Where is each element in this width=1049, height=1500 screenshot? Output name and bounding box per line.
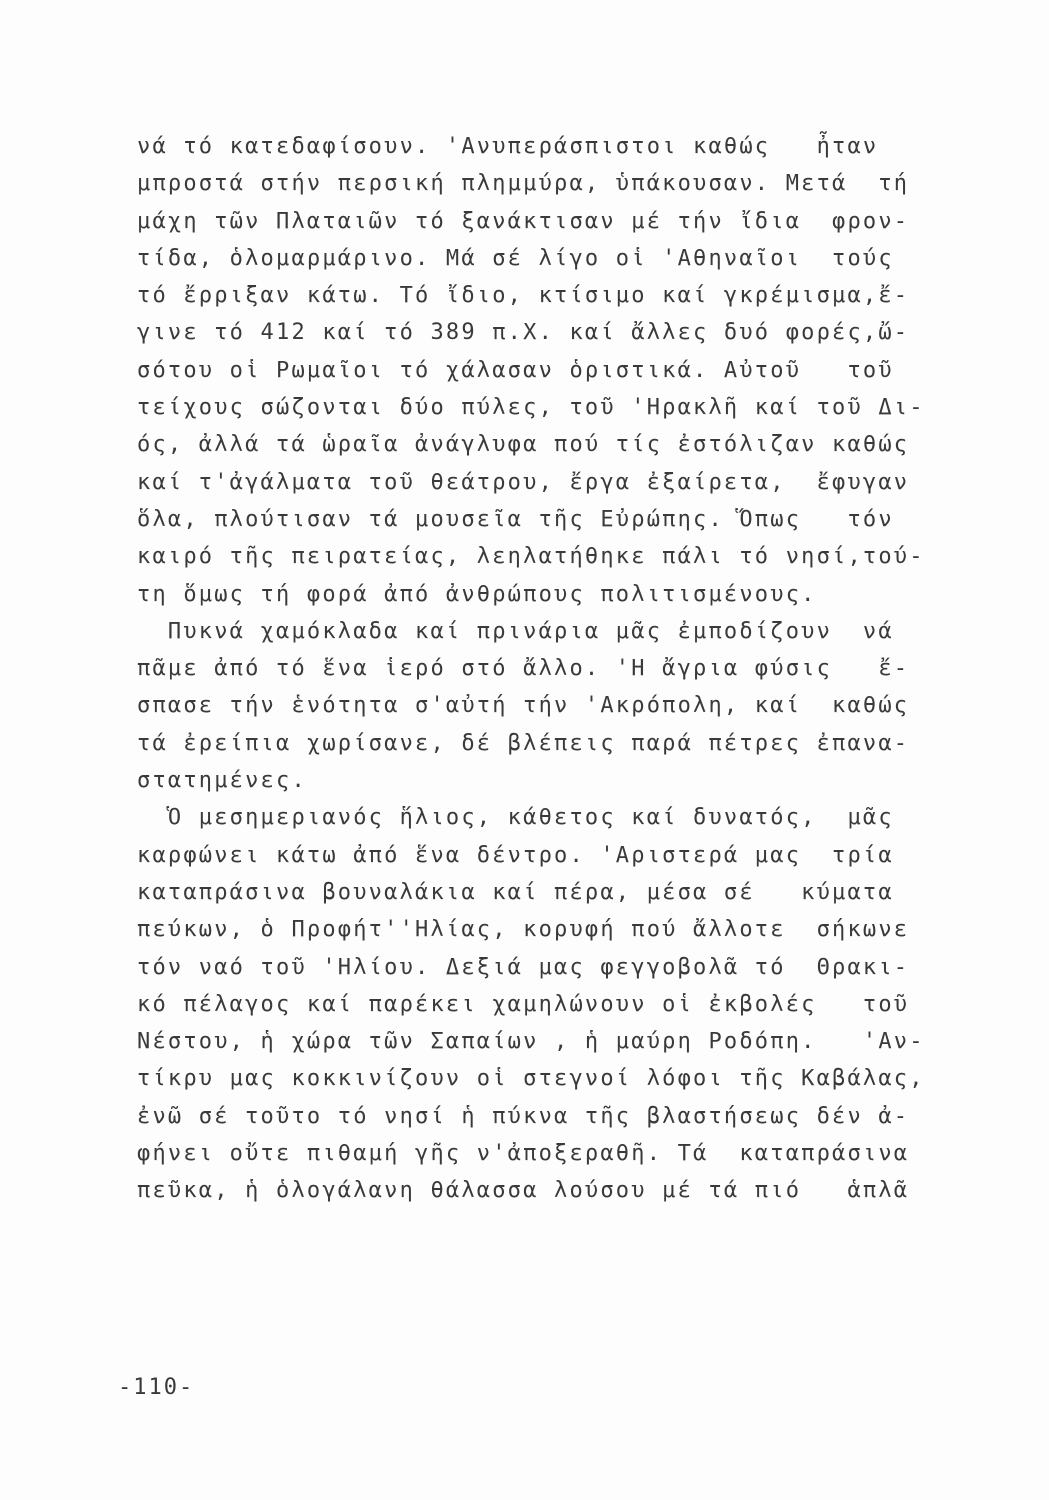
text-line: ός, ἀλλά τά ὡραῖα ἀνάγλυφα πού τίς ἐστόλιζαν καθώς <box>137 432 910 458</box>
text-line: καιρό τῆς πειρατείας, λεηλατήθηκε πάλι τό νησί,τού- <box>137 544 925 570</box>
text-line: τόν ναό τοῦ 'Ηλίου. Δεξιά μας φεγγοβολᾶ τό Θρακι- <box>137 954 910 980</box>
text-line: πεῦκα, ἡ ὁλογάλανη θάλασσα λούσου μέ τά πιό ἁπλᾶ <box>137 1178 910 1204</box>
text-line: τείχους σώζονται δύο πύλες, τοῦ 'Ηρακλῆ καί τοῦ Δι- <box>137 395 925 421</box>
text-line: φήνει οὔτε πιθαμή γῆς ν'ἀποξεραθῆ. Τά καταπράσινα <box>137 1141 910 1167</box>
text-line: νά τό κατεδαφίσουν. 'Ανυπεράσπιστοι καθώς ἦταν <box>137 134 879 159</box>
text-line: σότου οἱ Ρωμαῖοι τό χάλασαν ὁριστικά. Αὐτοῦ τοῦ <box>137 357 894 383</box>
text-line: μάχη τῶν Πλαταιῶν τό ξανάκτισαν μέ τήν ἴδια φρον- <box>137 208 910 234</box>
text-line: τά ἐρείπια χωρίσανε, δέ βλέπεις παρά πέτρες ἐπανα- <box>137 730 910 756</box>
text-line: τό ἔρριξαν κάτω. Τό ἴδιο, κτίσιμο καί γκρέμισμα,ἔ- <box>137 283 910 309</box>
text-line: ἐνῶ σέ τοῦτο τό νησί ἡ πύκνα τῆς βλαστήσεως δέν ἀ- <box>137 1103 910 1129</box>
text-line: τίκρυ μας κοκκινίζουν οἱ στεγνοί λόφοι τῆς Καβάλας, <box>137 1066 925 1092</box>
text-line: κό πέλαγος καί παρέκει χαμηλώνουν οἱ ἐκβολές τοῦ <box>137 991 910 1017</box>
text-line: πεύκων, ὁ Προφήτ''Ηλίας, κορυφή πού ἄλλοτε σήκωνε <box>137 917 910 943</box>
text-line: καρφώνει κάτω ἀπό ἕνα δέντρο. 'Αριστερά μας τρία <box>137 842 894 868</box>
text-line: τη ὅμως τή φορά ἀπό ἀνθρώπους πολιτισμένους. <box>137 581 817 607</box>
text-line: καί τ'ἀγάλματα τοῦ θεάτρου, ἔργα ἐξαίρετα, ἔφυγαν <box>137 469 910 495</box>
text-line: καταπράσινα βουναλάκια καί πέρα, μέσα σέ κύματα <box>137 879 894 905</box>
text-line: Πυκνά χαμόκλαδα καί πρινάρια μᾶς ἐμποδίζουν νά <box>137 618 894 644</box>
text-line: Ὁ μεσημεριανός ἥλιος, κάθετος καί δυνατός, μᾶς <box>137 805 894 831</box>
text-line: πᾶμε ἀπό τό ἕνα ἱερό στό ἄλλο. 'Η ἄγρια φύσις ἔ- <box>137 656 910 682</box>
text-line: μπροστά στήν περσική πλημμύρα, ὑπάκουσαν. Μετά τή <box>137 171 910 197</box>
text-line: γινε τό 412 καί τό 389 π.Χ. καί ἄλλες δυό φορές,ὤ- <box>137 320 910 346</box>
text-line: τίδα, ὁλομαρμάρινο. Μά σέ λίγο οἱ 'Αθηναῖοι τούς <box>137 245 894 271</box>
text-line: σπασε τήν ἑνότητα σ'αὐτή τήν 'Ακρόπολη, καί καθώς <box>137 693 910 719</box>
text-line: στατημένες. <box>137 768 307 794</box>
page-number: -110- <box>118 1375 195 1400</box>
body-text <box>137 128 997 1210</box>
text-line: Νέστου, ἡ χώρα τῶν Σαπαίων , ἡ μαύρη Ροδόπη. 'Αν- <box>137 1029 925 1055</box>
text-line: ὅλα, πλούτισαν τά μουσεῖα τῆς Εὐρώπης. Ὅπως τόν <box>137 506 894 532</box>
